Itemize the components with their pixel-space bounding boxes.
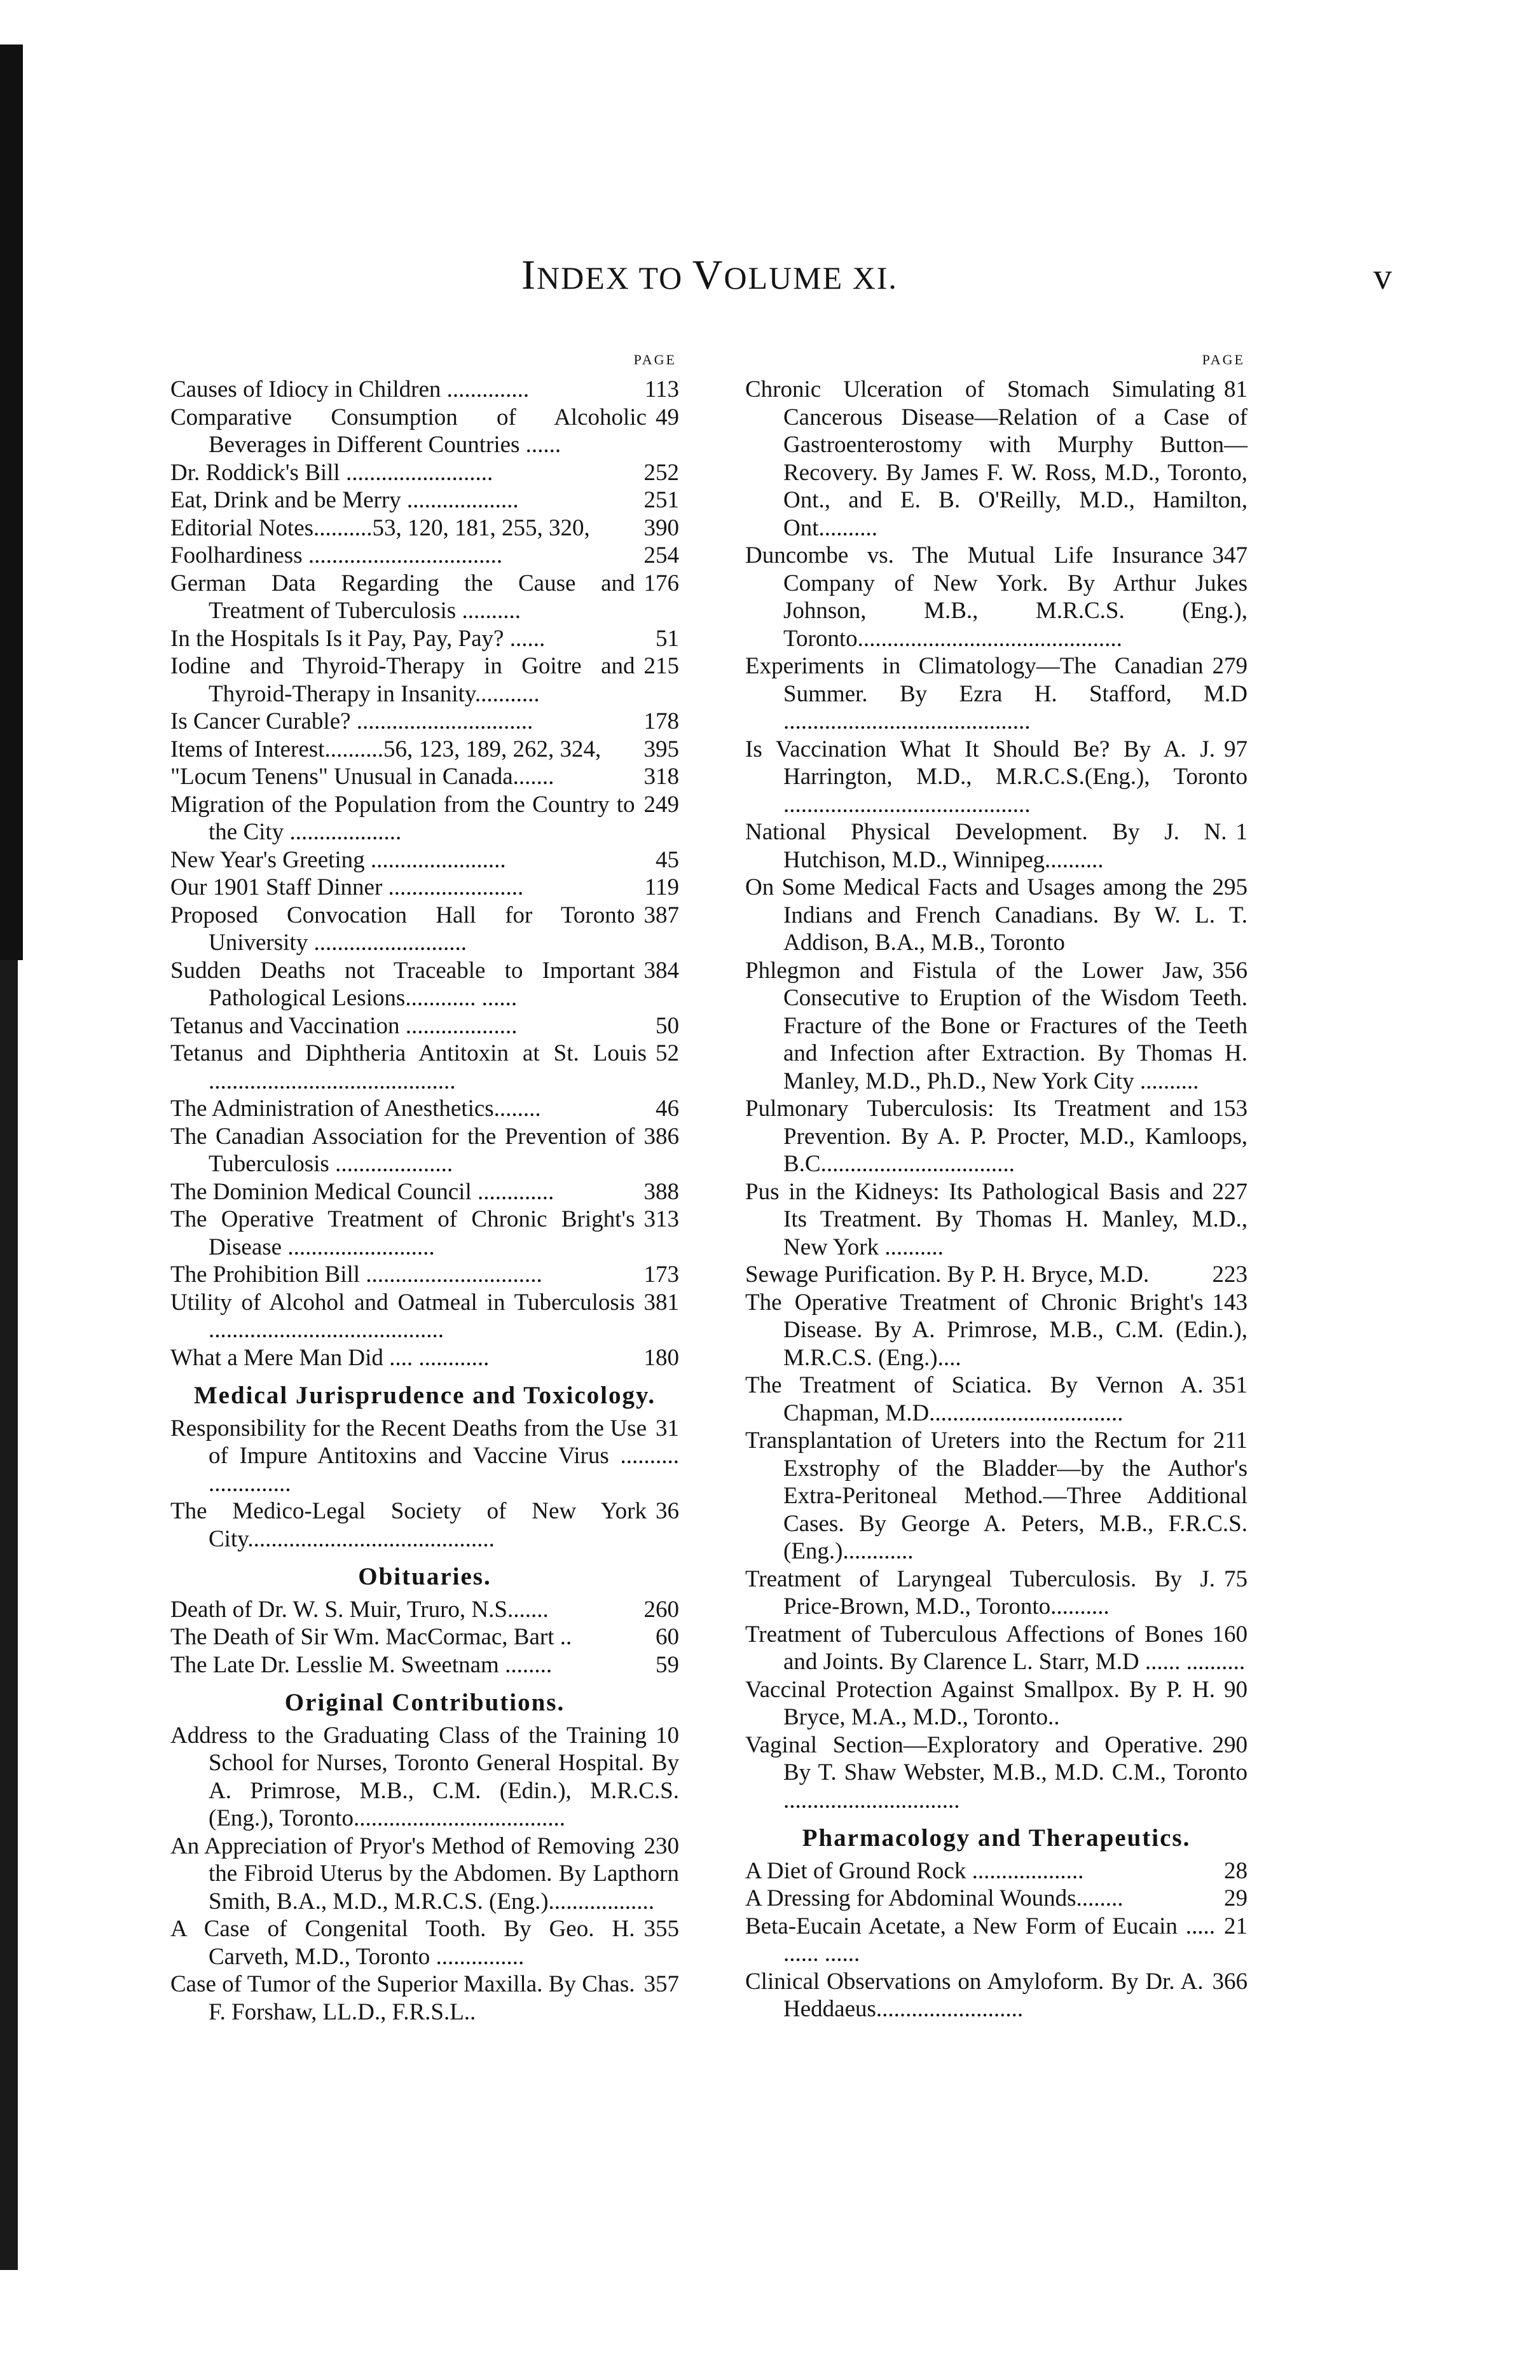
entry-page-number: 366 [1204, 1968, 1248, 1996]
index-entry [170, 1497, 679, 1553]
index-entry [170, 1651, 679, 1679]
entry-title: Transplantation of Ureters into the Rectum for Exstrophy of the Bladder—by the Author's Extra-Peritoneal Method.—Three Additional Cases. By George A. Peters, M.B., F.R.C.S. (Eng.)............ [745, 1427, 1248, 1564]
index-entry [745, 1621, 1248, 1676]
entry-title: The Dominion Medical Council ............. [170, 1178, 554, 1205]
entry-page-number: 295 [1204, 874, 1248, 902]
index-entry [170, 1206, 679, 1261]
section-heading-pharmacology: Pharmacology and Therapeutics. [802, 1824, 1191, 1852]
index-entry [170, 1289, 679, 1344]
binding-edge-shadow-lower [0, 960, 18, 2270]
entry-page-number: 29 [1215, 1885, 1248, 1913]
index-entry [745, 1968, 1248, 2023]
index-entry [170, 652, 679, 708]
entry-page-number: 347 [1204, 542, 1248, 570]
entry-page-number: 249 [635, 791, 680, 819]
index-entry [170, 1833, 679, 1916]
entry-title: On Some Medical Facts and Usages among the Indians and French Canadians. By W. L. T. Addison, B.A., M.B., Toronto [745, 874, 1248, 956]
entry-page-number: 59 [647, 1651, 679, 1679]
index-entry [170, 459, 679, 487]
entry-title: Experiments in Climatology—The Canadian Summer. By Ezra H. Stafford, M.D .......................................... [745, 653, 1248, 734]
entry-page-number: 355 [635, 1915, 680, 1943]
index-entry [170, 1344, 679, 1372]
index-entry [170, 404, 679, 459]
index-entry [170, 1178, 679, 1206]
index-entry [170, 1095, 679, 1123]
entry-title: Phlegmon and Fistula of the Lower Jaw, Consecutive to Eruption of the Wisdom Teeth. Fracture of the Bone or Fractures of the Teeth and Infection after Extraction. By Thomas H. Manley, M.D., Ph.D., New York City .......... [745, 957, 1248, 1094]
entry-title: Utility of Alcohol and Oatmeal in Tuberculosis ........................................ [170, 1289, 635, 1343]
entry-title: An Appreciation of Pryor's Method of Removing the Fibroid Uterus by the Abdomen. By Lapthorn Smith, B.A., M.D., M.R.C.S. (Eng.).................. [170, 1833, 679, 1915]
entry-title: "Locum Tenens" Unusual in Canada....... [170, 764, 554, 790]
entry-title: Tetanus and Vaccination ................... [170, 1012, 518, 1039]
entry-page-number: 119 [636, 874, 679, 902]
entry-title: Case of Tumor of the Superior Maxilla. By Chas. F. Forshaw, LL.D., F.R.S.L.. [170, 1971, 635, 2025]
index-entry [745, 736, 1248, 819]
index-entry [745, 652, 1248, 736]
entry-title: Pulmonary Tuberculosis: Its Treatment and Prevention. By A. P. Procter, M.D., Kamloops, B.C................................. [745, 1096, 1248, 1177]
entry-list [170, 1722, 679, 2026]
entry-page-number: 223 [1204, 1261, 1248, 1289]
index-entry [170, 957, 679, 1012]
entry-page-number: 153 [1204, 1095, 1248, 1123]
section-heading-jurisprudence: Medical Jurisprudence and Toxicology. [193, 1382, 656, 1409]
entry-page-number: 356 [1204, 957, 1248, 985]
entry-page-number: 384 [635, 957, 680, 985]
entry-page-number: 60 [647, 1623, 679, 1651]
entry-page-number: 387 [635, 902, 680, 930]
entry-title: The Operative Treatment of Chronic Bright's Disease. By A. Primrose, M.B., C.M. (Edin.), M.R.C.S. (Eng.).... [745, 1289, 1248, 1371]
entry-page-number: 381 [635, 1289, 680, 1317]
entry-page-number: 10 [647, 1722, 679, 1750]
index-entry [745, 874, 1248, 957]
entry-page-number: 49 [647, 404, 679, 432]
index-entry [170, 902, 679, 957]
entry-page-number: 1 [1227, 818, 1248, 846]
index-entry [170, 542, 679, 570]
index-entry [745, 376, 1248, 542]
entry-title: National Physical Development. By J. N. Hutchison, M.D., Winnipeg.......... [745, 819, 1227, 873]
entry-page-number: 45 [647, 846, 679, 874]
entry-title: Treatment of Tuberculous Affections of Bones and Joints. By Clarence L. Starr, M.D ...... .......... [745, 1621, 1246, 1675]
entry-title: German Data Regarding the Cause and Treatment of Tuberculosis .......... [170, 570, 635, 624]
entry-title: Vaginal Section—Exploratory and Operative. By T. Shaw Webster, M.B., M.D. C.M., Toronto .............................. [745, 1731, 1248, 1813]
index-entry [745, 1913, 1248, 1968]
index-entry [170, 846, 679, 874]
entry-page-number: 90 [1215, 1676, 1248, 1704]
entry-list [170, 1415, 679, 1553]
index-column-left [170, 348, 679, 2026]
entry-title: Proposed Convocation Hall for Toronto University .......................... [170, 902, 635, 956]
index-entry [170, 1596, 679, 1624]
index-column-right [745, 348, 1248, 2023]
index-entry [170, 1123, 679, 1178]
entry-title: The Treatment of Sciatica. By Vernon A. Chapman, M.D................................. [745, 1372, 1204, 1426]
index-entry [170, 791, 679, 846]
entry-title: The Administration of Anesthetics........ [170, 1096, 541, 1122]
entry-page-number: 180 [635, 1344, 680, 1372]
entry-page-number: 313 [635, 1206, 680, 1234]
entry-page-number: 395 [635, 736, 680, 764]
section-heading-obituaries: Obituaries. [358, 1563, 492, 1590]
entry-page-number: 252 [635, 459, 680, 487]
entry-page-number: 52 [647, 1040, 679, 1068]
entry-page-number: 215 [635, 652, 680, 680]
entry-page-number: 113 [636, 376, 679, 404]
entry-list [170, 376, 679, 1372]
entry-page-number: 254 [635, 542, 680, 570]
index-entry [170, 708, 679, 736]
entry-title: A Diet of Ground Rock ................... [745, 1857, 1084, 1884]
running-head [0, 251, 1540, 321]
entry-title: The Prohibition Bill .............................. [170, 1262, 542, 1288]
entry-page-number: 50 [647, 1012, 679, 1040]
index-entry [170, 1623, 679, 1651]
section-heading-original-contributions: Original Contributions. [284, 1689, 565, 1716]
index-entry [170, 736, 679, 764]
entry-title: The Death of Sir Wm. MacCormac, Bart .. [170, 1624, 572, 1650]
entry-title: Causes of Idiocy in Children .............. [170, 376, 530, 402]
entry-page-number: 97 [1215, 736, 1248, 764]
index-entry [745, 1261, 1248, 1289]
index-entry [170, 1012, 679, 1040]
index-entry [745, 957, 1248, 1096]
entry-list [170, 1596, 679, 1679]
index-entry [170, 763, 679, 791]
index-entry [745, 1731, 1248, 1815]
entry-title: Address to the Graduating Class of the Training School for Nurses, Toronto General Hospital. By A. Primrose, M.B., C.M. (Edin.), M.R.C.S. (Eng.), Toronto.................................... [170, 1722, 679, 1831]
entry-title: Clinical Observations on Amyloform. By Dr. A. Heddaeus......................... [745, 1968, 1204, 2022]
index-entry [745, 1427, 1248, 1565]
entry-title: The Late Dr. Lesslie M. Sweetnam ........ [170, 1651, 553, 1678]
index-entry [745, 1178, 1248, 1262]
entry-page-number: 230 [635, 1833, 680, 1861]
index-entry [170, 514, 679, 542]
entry-title: The Medico-Legal Society of New York City.......................................... [170, 1498, 647, 1552]
entry-page-number: 351 [1204, 1372, 1248, 1400]
index-entry [170, 1415, 679, 1498]
entry-title: Vaccinal Protection Against Smallpox. By P. H. Bryce, M.A., M.D., Toronto.. [745, 1676, 1215, 1730]
entry-page-number: 227 [1204, 1178, 1248, 1206]
index-entry [745, 1885, 1248, 1913]
index-entry [170, 1915, 679, 1971]
entry-title: Responsibility for the Recent Deaths from the Use of Impure Antitoxins and Vaccine Virus .......... .............. [170, 1415, 679, 1497]
entry-title: Is Vaccination What It Should Be? By A. J. Harrington, M.D., M.R.C.S.(Eng.), Toronto .......................................... [745, 736, 1248, 818]
entry-page-number: 390 [635, 514, 680, 542]
entry-page-number: 31 [647, 1415, 679, 1443]
entry-page-number: 260 [635, 1596, 680, 1624]
entry-page-number: 357 [635, 1971, 680, 1998]
entry-title: Sudden Deaths not Traceable to Important Pathological Lesions............ ...... [170, 957, 635, 1011]
entry-page-number: 211 [1204, 1427, 1248, 1455]
page-title: INDEX TO VOLUME XI. [521, 252, 898, 298]
index-entry [745, 1676, 1248, 1731]
index-entry [745, 1289, 1248, 1372]
entry-page-number: 28 [1215, 1857, 1248, 1885]
index-entry [170, 874, 679, 902]
entry-page-number: 290 [1204, 1731, 1248, 1759]
page-number: v [1373, 256, 1392, 297]
entry-page-number: 36 [647, 1497, 679, 1525]
entry-title: Comparative Consumption of Alcoholic Beverages in Different Countries ...... [170, 404, 647, 458]
entry-page-number: 176 [635, 570, 680, 598]
index-entry [745, 1565, 1248, 1621]
entry-title: Beta-Eucain Acetate, a New Form of Eucain ..... ...... ...... [745, 1913, 1215, 1967]
page-column-label: PAGE [633, 352, 677, 368]
entry-title: The Canadian Association for the Prevention of Tuberculosis .................... [170, 1123, 635, 1177]
entry-page-number: 51 [647, 625, 679, 653]
entry-list [745, 376, 1248, 1814]
entry-title: New Year's Greeting ....................... [170, 846, 506, 873]
entry-title: Tetanus and Diphtheria Antitoxin at St. Louis .......................................... [170, 1040, 647, 1094]
index-entry [170, 625, 679, 653]
binding-edge-shadow [0, 45, 23, 960]
entry-title: Is Cancer Curable? .............................. [170, 708, 533, 734]
index-entry [745, 818, 1248, 874]
entry-page-number: 173 [635, 1261, 680, 1289]
entry-title: Iodine and Thyroid-Therapy in Goitre and Thyroid-Therapy in Insanity........... [170, 653, 635, 707]
entry-page-number: 160 [1204, 1621, 1248, 1649]
entry-title: A Case of Congenital Tooth. By Geo. H. Carveth, M.D., Toronto ............... [170, 1916, 635, 1970]
entry-title: The Operative Treatment of Chronic Bright's Disease ......................... [170, 1206, 635, 1260]
index-entry [745, 1372, 1248, 1427]
index-entry [745, 1857, 1248, 1885]
index-entry [170, 1261, 679, 1289]
index-entry [170, 486, 679, 514]
index-entry [170, 376, 679, 404]
entry-title: Editorial Notes..........53, 120, 181, 255, 320, [170, 514, 590, 541]
index-entry [170, 1040, 679, 1095]
entry-title: Duncombe vs. The Mutual Life Insurance Company of New York. By Arthur Jukes Johnson, M.B., M.R.C.S. (Eng.), Toronto............................................. [745, 542, 1248, 652]
entry-title: Foolhardiness ................................. [170, 542, 503, 568]
index-entry [745, 542, 1248, 652]
page-column-label: PAGE [1202, 352, 1245, 368]
entry-page-number: 143 [1204, 1289, 1248, 1317]
entry-page-number: 251 [635, 486, 680, 514]
entry-title: In the Hospitals Is it Pay, Pay, Pay? ...... [170, 625, 546, 652]
entry-list [745, 1857, 1248, 2023]
entry-title: Our 1901 Staff Dinner ....................... [170, 874, 524, 900]
entry-title: Migration of the Population from the Country to the City ................... [170, 791, 635, 845]
entry-title: Chronic Ulceration of Stomach Simulating Cancerous Disease—Relation of a Case of Gastroenterostomy with Murphy Button—Recovery. By James F. W. Ross, M.D., Toronto, Ont., and E. B. O'Reilly, M.D., Hamilton, Ont.......... [745, 376, 1248, 541]
index-entry [170, 1971, 679, 2026]
entry-page-number: 318 [635, 763, 680, 791]
entry-title: Sewage Purification. By P. H. Bryce, M.D. [745, 1262, 1150, 1288]
index-entry [170, 570, 679, 625]
entry-title: A Dressing for Abdominal Wounds........ [745, 1885, 1124, 1911]
index-entry [170, 1722, 679, 1833]
entry-page-number: 388 [635, 1178, 680, 1206]
entry-title: What a Mere Man Did .... ............ [170, 1344, 490, 1371]
entry-title: Eat, Drink and be Merry ................... [170, 487, 519, 513]
entry-page-number: 75 [1215, 1565, 1248, 1593]
entry-title: Items of Interest..........56, 123, 189, 262, 324, [170, 736, 602, 762]
entry-title: Dr. Roddick's Bill ......................... [170, 459, 493, 486]
entry-title: Pus in the Kidneys: Its Pathological Basis and Its Treatment. By Thomas H. Manley, M.D., New York .......... [745, 1178, 1248, 1260]
entry-page-number: 81 [1215, 376, 1248, 404]
entry-title: Death of Dr. W. S. Muir, Truro, N.S....... [170, 1596, 549, 1623]
entry-page-number: 279 [1204, 652, 1248, 680]
entry-page-number: 46 [647, 1095, 679, 1123]
entry-page-number: 21 [1215, 1913, 1248, 1941]
entry-page-number: 178 [635, 708, 680, 736]
entry-page-number: 386 [635, 1123, 680, 1151]
index-entry [745, 1095, 1248, 1178]
entry-title: Treatment of Laryngeal Tuberculosis. By J. Price-Brown, M.D., Toronto.......... [745, 1565, 1215, 1620]
